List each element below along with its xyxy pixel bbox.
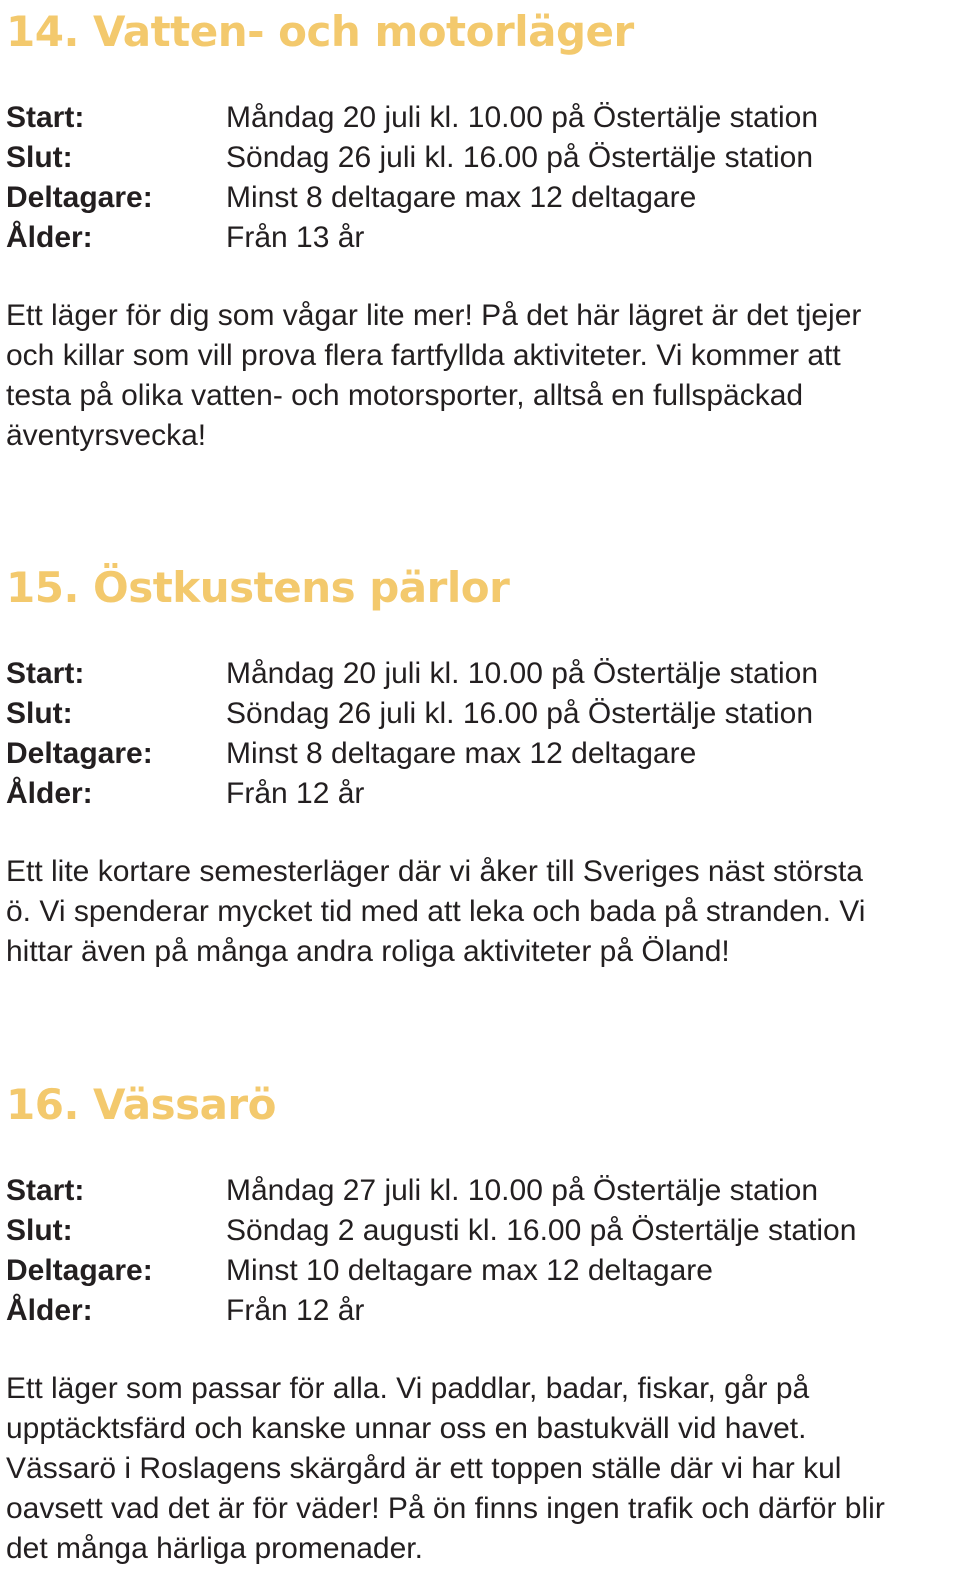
end-label: Slut:	[6, 1214, 73, 1247]
description-line: oavsett vad det är för väder! På ön finns ingen trafik och därför blir	[6, 1492, 885, 1525]
participants-label: Deltagare:	[6, 181, 153, 214]
description-line: upptäcktsfärd och kanske unnar oss en bastukväll vid havet.	[6, 1412, 807, 1445]
age-row	[6, 774, 954, 814]
start-label: Start:	[6, 1174, 85, 1207]
camp-description	[6, 1369, 954, 1569]
end-value: Söndag 2 augusti kl. 16.00 på Östertälje station	[226, 1214, 857, 1247]
camp-details	[6, 1171, 954, 1331]
camp-section-16	[6, 1075, 954, 1569]
camp-title: 14. Vatten- och motorläger	[6, 7, 634, 56]
description-line: ö. Vi spenderar mycket tid med att leka och bada på stranden. Vi	[6, 895, 866, 928]
description-line: testa på olika vatten- och motorsporter, alltså en fullspäckad	[6, 379, 804, 412]
end-label: Slut:	[6, 697, 73, 730]
age-label: Ålder:	[6, 221, 93, 254]
age-row	[6, 218, 954, 258]
age-value: Från 12 år	[226, 1294, 365, 1327]
end-value: Söndag 26 juli kl. 16.00 på Östertälje station	[226, 697, 814, 730]
description-line: det många härliga promenader.	[6, 1532, 423, 1565]
participants-value: Minst 10 deltagare max 12 deltagare	[226, 1254, 713, 1287]
start-row	[6, 1171, 954, 1211]
description-line: äventyrsvecka!	[6, 419, 207, 452]
description-line: Ett läger som passar för alla. Vi paddlar, badar, fiskar, går på	[6, 1372, 810, 1405]
start-label: Start:	[6, 657, 85, 690]
participants-value: Minst 8 deltagare max 12 deltagare	[226, 737, 697, 770]
start-row	[6, 654, 954, 694]
description-line: hittar även på många andra roliga aktiviteter på Öland!	[6, 935, 730, 968]
camp-title: 15. Östkustens pärlor	[6, 563, 510, 612]
camp-description	[6, 296, 954, 456]
end-row	[6, 1211, 954, 1251]
start-value: Måndag 20 juli kl. 10.00 på Östertälje station	[226, 101, 819, 134]
description-line: Vässarö i Roslagens skärgård är ett toppen ställe där vi har kul	[6, 1452, 842, 1485]
participants-label: Deltagare:	[6, 737, 153, 770]
end-value: Söndag 26 juli kl. 16.00 på Östertälje station	[226, 141, 814, 174]
description-line: Ett lite kortare semesterläger där vi åker till Sveriges näst största	[6, 855, 863, 888]
end-row	[6, 694, 954, 734]
age-row	[6, 1291, 954, 1331]
description-line: och killar som vill prova flera fartfyllda aktiviteter. Vi kommer att	[6, 339, 841, 372]
end-row	[6, 138, 954, 178]
camp-section-14	[6, 2, 954, 456]
age-value: Från 12 år	[226, 777, 365, 810]
age-value: Från 13 år	[226, 221, 365, 254]
start-value: Måndag 20 juli kl. 10.00 på Östertälje station	[226, 657, 819, 690]
participants-row	[6, 178, 954, 218]
camp-details	[6, 654, 954, 814]
age-label: Ålder:	[6, 777, 93, 810]
camp-description	[6, 852, 954, 972]
participants-label: Deltagare:	[6, 1254, 153, 1287]
camp-title: 16. Vässarö	[6, 1080, 276, 1129]
end-label: Slut:	[6, 141, 73, 174]
description-line: Ett läger för dig som vågar lite mer! På det här lägret är det tjejer	[6, 299, 862, 332]
start-label: Start:	[6, 101, 85, 134]
start-value: Måndag 27 juli kl. 10.00 på Östertälje station	[226, 1174, 819, 1207]
start-row	[6, 98, 954, 138]
age-label: Ålder:	[6, 1294, 93, 1327]
participants-value: Minst 8 deltagare max 12 deltagare	[226, 181, 697, 214]
participants-row	[6, 734, 954, 774]
camp-details	[6, 98, 954, 258]
participants-row	[6, 1251, 954, 1291]
camp-section-15	[6, 558, 954, 972]
